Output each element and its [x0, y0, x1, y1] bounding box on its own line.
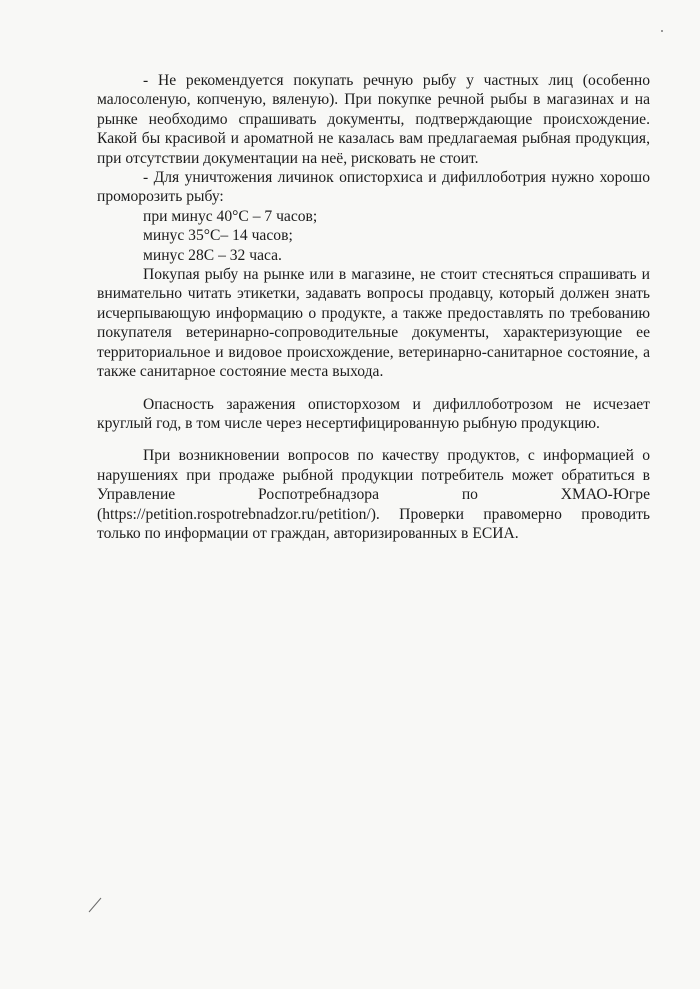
freezing-list-item: при минус 40°С – 7 часов;	[143, 207, 318, 225]
paragraph-freezing-intro: - Для уничтожения личинок описторхиса и дифиллоботрия нужно хорошо проморозить рыбу:	[97, 169, 650, 206]
freezing-list-item: минус 28С – 32 часа.	[143, 246, 282, 264]
freezing-list-item: минус 35°С– 14 часов;	[143, 227, 293, 245]
paragraph-complaints-contact: При возникновении вопросов по качеству продуктов, с информацией о нарушениях при продаже рыбной продукции потребитель может обратиться в Управление Роспотребнадзора по ХМАО-Югре (https://petition.rospotrebnadzor.ru/petition/). Проверки правомерно проводить только по информации от граждан, авторизированных в ЕСИА.	[97, 447, 650, 542]
paragraph-infection-danger: Опасность заражения описторхозом и дифиллоботрозом не исчезает круглый год, в том числе через несертифицированную рыбную продукцию.	[97, 395, 650, 432]
pen-mark	[88, 897, 102, 913]
scan-speck	[661, 30, 663, 32]
paragraph-buying-advice: Покупая рыбу на рынке или в магазине, не стоит стесняться спрашивать и внимательно читать этикетки, задавать вопросы продавцу, который должен знать исчерпывающую информацию о продукте, а также предоставлять по требованию покупателя ветеринарно-сопроводительные документы, характеризующие ее территориальное и видовое происхождение, ветеринарно-санитарное состояние, а также санитарное состояние места выхода.	[97, 266, 650, 381]
paragraph-river-fish-warning: - Не рекомендуется покупать речную рыбу у частных лиц (особенно малосоленую, копченую, вяленую). При покупке речной рыбы в магазинах и на рынке необходимо спрашивать документы, подтверждающие происхождение. Какой бы красивой и ароматной не казалась вам предлагаемая рыбная продукция, при отсутствии документации на неё, рисковать не стоит.	[97, 72, 650, 167]
document-body	[97, 71, 650, 543]
freezing-list	[97, 207, 650, 265]
